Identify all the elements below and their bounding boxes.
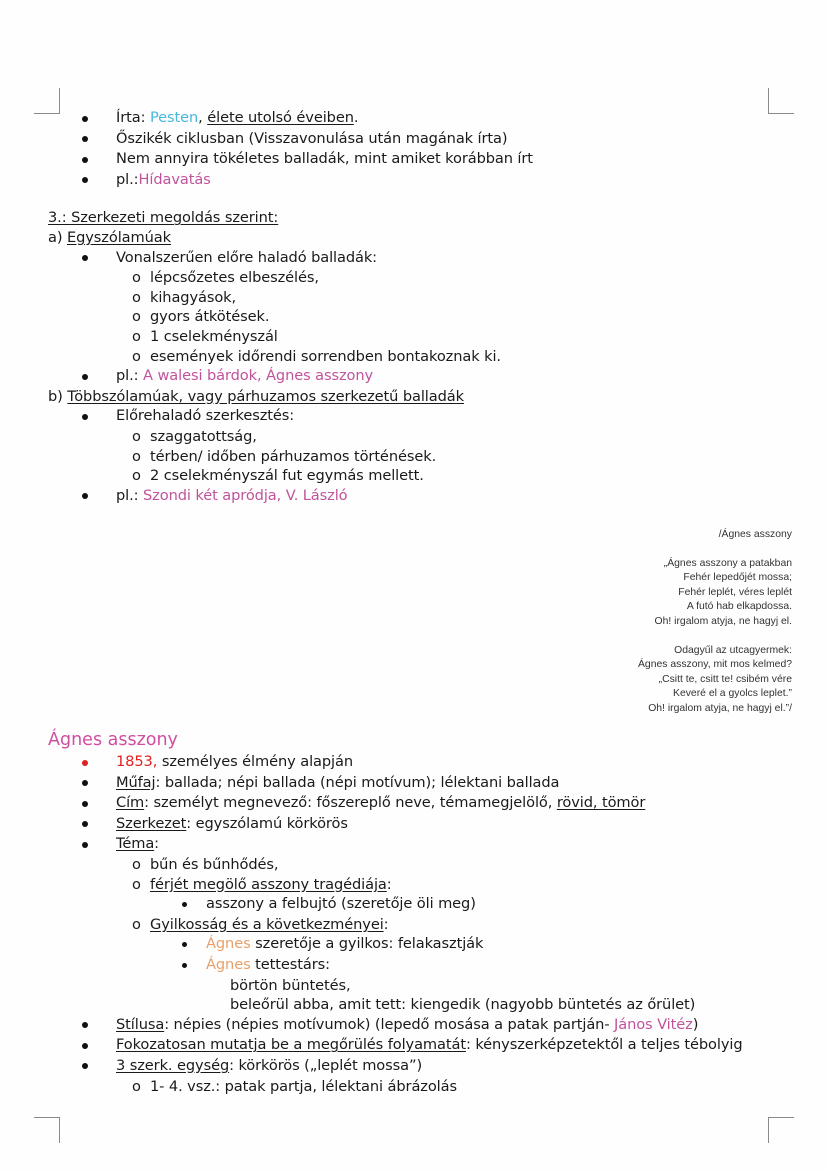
text-agnes: Ágnes xyxy=(206,955,251,973)
bullet-dot-icon xyxy=(82,774,116,794)
sub-list-item-text: férjét megölő asszony tragédiája: xyxy=(150,875,392,893)
deep-item-text: beleőrül abba, amit tett: kiengedik (nagyobb büntetés az őrület) xyxy=(230,996,696,1014)
bullet-dot-icon xyxy=(82,171,116,191)
list-item-text: Téma: xyxy=(116,835,159,853)
spacer xyxy=(48,190,780,208)
bullet-dot-icon-red xyxy=(82,753,116,773)
list-item-text: 3 szerk. egység: körkörös („leplét mossa”) xyxy=(116,1056,423,1074)
text-agnes: Ágnes xyxy=(206,935,251,953)
section-agnes-asszony xyxy=(48,728,780,1096)
bullet-dot-icon xyxy=(82,150,116,170)
list-item-text: 1853, személyes élmény alapján xyxy=(116,753,353,770)
sub-list-item xyxy=(132,466,780,486)
list-item xyxy=(82,1056,780,1077)
subsection-a-title: Egyszólamúak xyxy=(66,228,171,246)
text-underlined: élete utolsó éveiben xyxy=(207,109,354,126)
list-item-text: pl.: A walesi bárdok, Ágnes asszony xyxy=(116,367,374,385)
poem-stanza-1 xyxy=(552,557,792,630)
label-tema: Téma xyxy=(116,835,155,853)
bullet-dot-icon xyxy=(82,1016,116,1036)
sub-list-item xyxy=(132,875,780,895)
document-content xyxy=(48,108,780,506)
poem-line: „Csitt te, csitt te! csibém vére xyxy=(658,673,792,685)
label-fokozatosan: Fokozatosan mutatja be a megőrülés folyamatát xyxy=(116,1036,466,1054)
sub-list-item xyxy=(132,268,780,288)
list-item-text: Cím: személyt megnevező: főszereplő neve, témamegjelölő, rövid, tömör xyxy=(116,794,646,812)
list-item xyxy=(82,752,780,773)
bullet-dot-icon xyxy=(82,487,116,507)
sub-list-item-text: kihagyások, xyxy=(150,288,237,306)
sub-list-item-text: lépcsőzetes elbeszélés, xyxy=(150,269,319,287)
circle-bullet-icon: o xyxy=(132,288,141,306)
sub-list-item xyxy=(132,1077,780,1097)
list-item-text: Őszikék ciklusban (Visszavonulása után magának írta) xyxy=(116,129,508,147)
poem-line: A futó hab elkapdossa. xyxy=(686,601,792,613)
circle-bullet-icon: o xyxy=(132,347,141,365)
circle-bullet-icon: o xyxy=(132,915,141,933)
section-szerkezeti-megoldas xyxy=(48,208,780,506)
corner-mark-bottom-left xyxy=(34,1117,60,1143)
label-cim: Cím xyxy=(116,794,145,812)
list-item-text: Szerkezet: egyszólamú körkörös xyxy=(116,814,348,832)
circle-bullet-icon: o xyxy=(132,427,141,445)
label-stilusa: Stílusa xyxy=(116,1015,165,1033)
subsection-a-heading: a) Egyszólamúak xyxy=(48,228,171,246)
sub-list-item xyxy=(132,307,780,327)
list-item xyxy=(82,793,780,814)
circle-bullet-icon: o xyxy=(132,467,141,485)
poem-stanza-2 xyxy=(552,644,792,717)
section-oszikek xyxy=(48,108,780,190)
poem-line: Fehér leplét, véres leplét xyxy=(678,586,792,598)
list-item-example xyxy=(82,366,780,387)
list-item xyxy=(82,773,780,794)
sub-list-item-text: 1- 4. vsz.: patak partja, lélektani ábrázolás xyxy=(150,1077,457,1095)
list-item-text: Vonalszerűen előre haladó balladák: xyxy=(116,248,377,266)
poem-line: Odagyűl az utcagyermek: xyxy=(674,644,792,656)
inner-list-item xyxy=(182,894,780,915)
bullet-dot-icon xyxy=(82,815,116,835)
list-item-text: Írta: Pesten, élete utolsó éveiben. xyxy=(116,109,359,126)
list-item xyxy=(82,108,780,129)
label-szerk-egyseg: 3 szerk. egység xyxy=(116,1056,230,1074)
deep-item-text: börtön büntetés, xyxy=(230,976,351,994)
circle-bullet-icon: o xyxy=(132,269,141,287)
bullet-dot-icon xyxy=(82,367,116,387)
bullet-dot-icon xyxy=(82,109,116,129)
sub-list-item-text: bűn és bűnhődés, xyxy=(150,855,279,873)
list-item xyxy=(82,248,780,269)
circle-bullet-icon: o xyxy=(132,855,141,873)
poem-line: „Ágnes asszony a patakban xyxy=(663,557,792,569)
sub-list-item xyxy=(132,347,780,367)
page-title: Ágnes asszony xyxy=(48,730,178,750)
inner-list-item-text: asszony a felbujtó (szeretője öli meg) xyxy=(206,895,476,913)
list-item xyxy=(82,1015,780,1036)
sub-list-item xyxy=(132,427,780,447)
sub-list-item xyxy=(132,855,780,875)
bullet-dot-icon xyxy=(82,1057,116,1077)
subsection-b-heading: b) Többszólamúak, vagy párhuzamos szerkezetű balladák xyxy=(48,387,464,405)
poem-line: Ágnes asszony, mit mos kelmed? xyxy=(638,659,792,671)
list-item xyxy=(82,149,780,170)
subsection-b-title: Többszólamúak, vagy párhuzamos szerkezetű balladák xyxy=(67,387,464,405)
sub-list-item xyxy=(132,915,780,935)
sub-list-item-text: szaggatottság, xyxy=(150,427,257,445)
text-underlined: rövid, tömör xyxy=(556,794,646,812)
sub-list-item xyxy=(132,288,780,308)
text-janos-vitez: János Vitéz xyxy=(614,1015,693,1033)
poem-line: Fehér lepedőjét mossa; xyxy=(683,572,792,584)
inner-list-item-text: Ágnes szeretője a gyilkos: felakasztják xyxy=(206,935,484,953)
inner-list-item-text: Ágnes tettestárs: xyxy=(206,955,330,973)
bullet-dot-icon xyxy=(82,835,116,855)
circle-bullet-icon: o xyxy=(132,447,141,465)
bullet-dot-icon xyxy=(82,794,116,814)
list-item xyxy=(82,170,780,191)
list-item-example xyxy=(82,486,780,507)
list-item xyxy=(82,406,780,427)
inner-list-item xyxy=(182,934,780,955)
list-item xyxy=(82,814,780,835)
text-hidavatas: Hídavatás xyxy=(138,170,211,188)
corner-mark-bottom-right xyxy=(768,1117,794,1143)
bullet-dot-icon xyxy=(82,407,116,427)
label-mufaj: Műfaj xyxy=(116,773,156,791)
bullet-dot-icon xyxy=(82,1036,116,1056)
sub-list-item-text: Gyilkosság és a következményei: xyxy=(150,915,389,933)
text-underlined: férjét megölő asszony tragédiája xyxy=(150,875,387,893)
circle-bullet-icon: o xyxy=(132,875,141,893)
poem-line: Oh! irgalom atyja, ne hagyj el. xyxy=(654,615,792,627)
list-item-text: pl.:Hídavatás xyxy=(116,170,211,188)
sub-list-item-text: térben/ időben párhuzamos történések. xyxy=(150,447,437,465)
list-item-text: Előrehaladó szerkesztés: xyxy=(116,407,295,425)
sub-list-item-text: gyors átkötések. xyxy=(150,308,270,326)
inner-list-item xyxy=(182,955,780,976)
label-szerkezet: Szerkezet xyxy=(116,814,187,832)
sub-list-item xyxy=(132,327,780,347)
list-item-text: Műfaj: ballada; népi ballada (népi motívum); lélektani ballada xyxy=(116,773,560,791)
text-year: 1853, xyxy=(116,753,158,770)
circle-bullet-icon: o xyxy=(132,327,141,345)
text-pesten: Pesten xyxy=(149,109,199,126)
text-underlined: Gyilkosság és a következményei xyxy=(150,915,384,933)
list-item-text: Stílusa: népies (népies motívumok) (lepedő mosása a patak partján- János Vitéz) xyxy=(116,1015,699,1033)
bullet-dot-icon xyxy=(182,956,206,976)
bullet-dot-icon xyxy=(82,249,116,269)
bullet-dot-icon xyxy=(82,130,116,150)
section-heading: 3.: Szerkezeti megoldás szerint: xyxy=(48,209,279,227)
poem-line: Oh! irgalom atyja, ne hagyj el.”/ xyxy=(648,702,792,714)
bullet-dot-icon xyxy=(182,935,206,955)
poem-line: Keveré el a gyolcs leplet.” xyxy=(673,688,792,700)
poem-title: /Ágnes asszony xyxy=(718,529,792,540)
text-example-works: Szondi két apródja, V. László xyxy=(143,486,348,504)
bullet-dot-icon xyxy=(182,895,206,915)
sub-list-item-text: 2 cselekményszál fut egymás mellett. xyxy=(150,467,424,485)
sub-list-item-text: 1 cselekményszál xyxy=(150,327,278,345)
text-example-works: A walesi bárdok, Ágnes asszony xyxy=(143,367,374,385)
circle-bullet-icon: o xyxy=(132,1077,141,1095)
list-item-text: Nem annyira tökéletes balladák, mint amiket korábban írt xyxy=(116,150,533,168)
list-item xyxy=(82,129,780,150)
list-item-text: Fokozatosan mutatja be a megőrülés folyamatát: kényszerképzetektől a teljes tébolyig xyxy=(116,1036,743,1054)
list-item-text: pl.: Szondi két apródja, V. László xyxy=(116,486,348,504)
sub-list-item-text: események időrendi sorrendben bontakoznak ki. xyxy=(150,347,501,365)
circle-bullet-icon: o xyxy=(132,308,141,326)
list-item xyxy=(82,834,780,855)
sub-list-item xyxy=(132,447,780,467)
list-item xyxy=(82,1035,780,1056)
poem-quote-block xyxy=(552,528,792,731)
